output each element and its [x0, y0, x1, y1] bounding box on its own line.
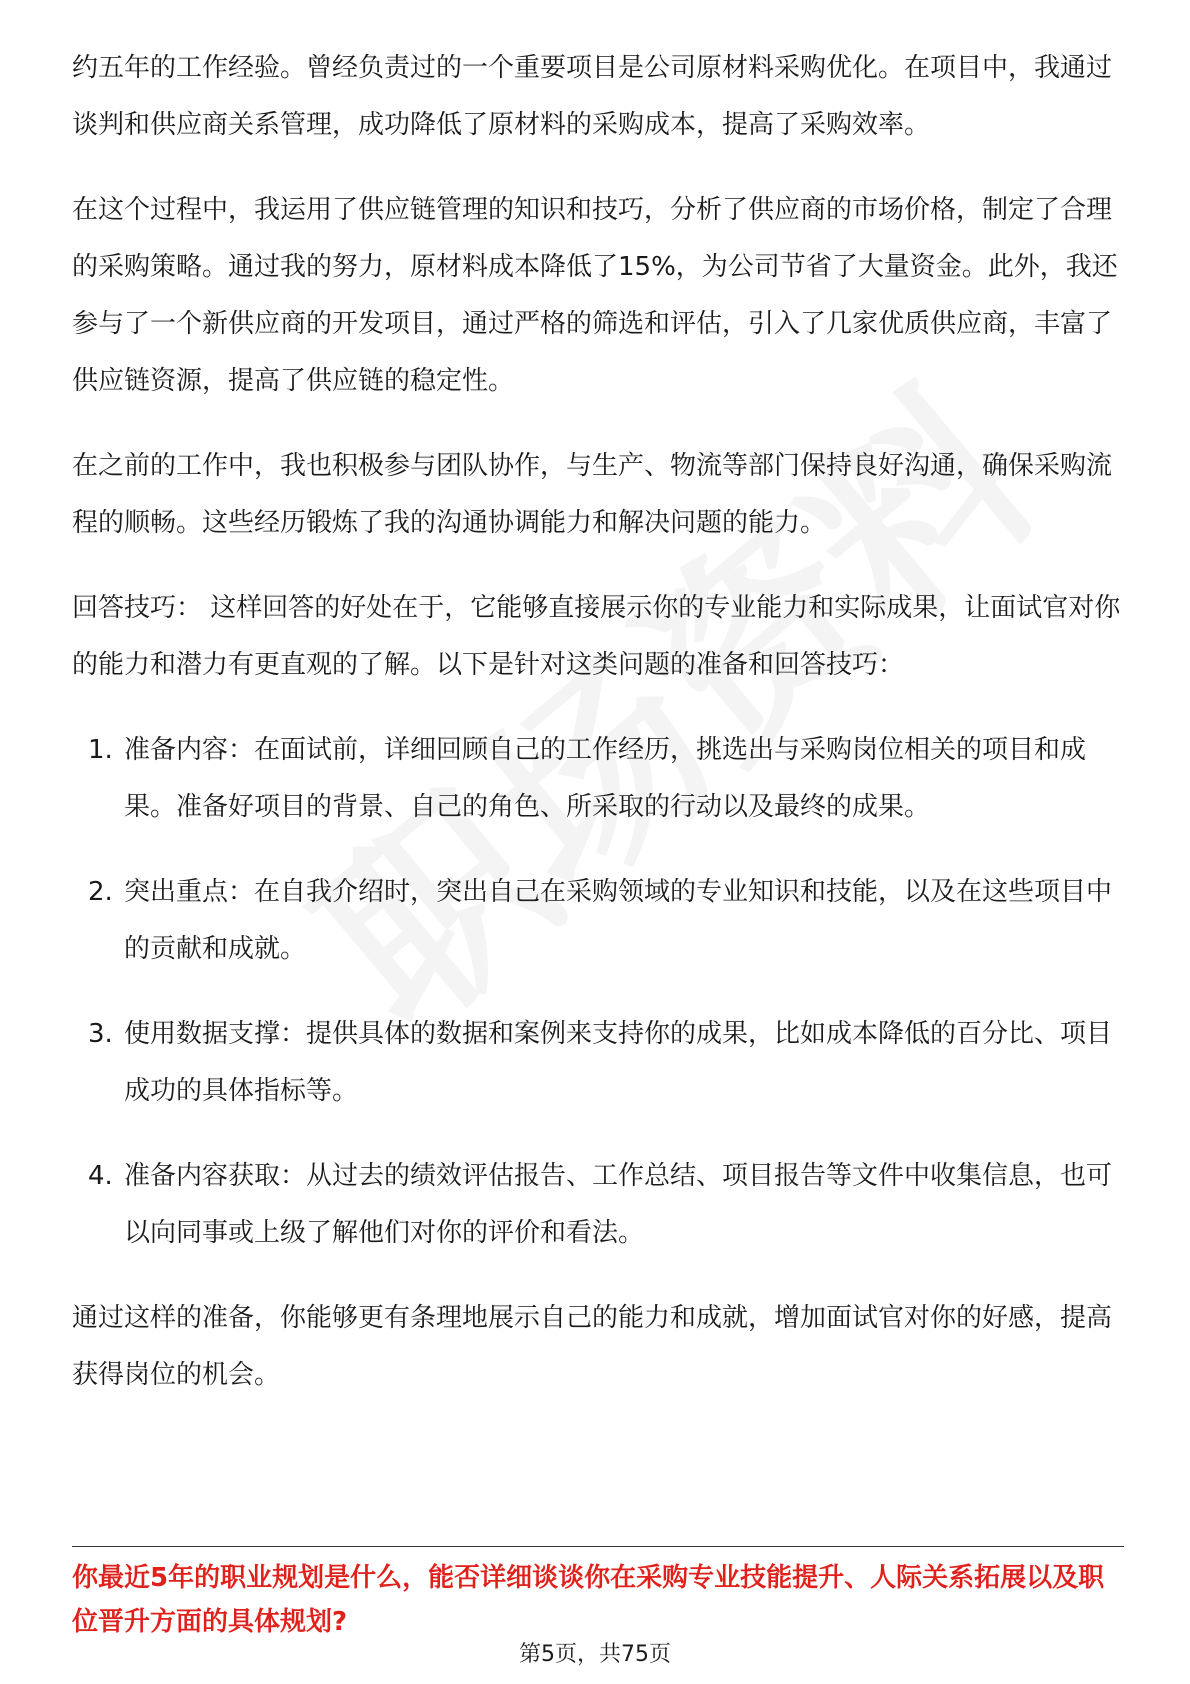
list-item — [72, 1006, 1124, 1120]
next-question-heading: 你最近5年的职业规划是什么，能否详细谈谈你在采购专业技能提升、人际关系拓展以及职位晋升方面的具体规划? — [72, 1563, 1105, 1637]
answer-tips-paragraph: 回答技巧： 这样回答的好处在于，它能够直接展示你的专业能力和实际成果，让面试官对你的能力和潜力有更直观的了解。以下是针对这类问题的准备和回答技巧： — [72, 593, 1121, 680]
section-divider — [72, 1546, 1124, 1547]
paragraph: 在之前的工作中，我也积极参与团队协作，与生产、物流等部门保持良好沟通，确保采购流程的顺畅。这些经历锻炼了我的沟通协调能力和解决问题的能力。 — [72, 451, 1113, 538]
list-item-text: 使用数据支撑：提供具体的数据和案例来支持你的成果，比如成本降低的百分比、项目成功的具体指标等。 — [124, 1019, 1113, 1106]
list-item — [72, 864, 1124, 978]
list-item-number: 4. — [88, 1161, 113, 1191]
list-item-text: 准备内容获取：从过去的绩效评估报告、工作总结、项目报告等文件中收集信息，也可以向同事或上级了解他们对你的评价和看法。 — [124, 1161, 1113, 1248]
paragraph: 约五年的工作经验。曾经负责过的一个重要项目是公司原材料采购优化。在项目中，我通过谈判和供应商关系管理，成功降低了原材料的采购成本，提高了采购效率。 — [72, 53, 1113, 140]
list-item-text: 准备内容：在面试前，详细回顾自己的工作经历，挑选出与采购岗位相关的项目和成果。准备好项目的背景、自己的角色、所采取的行动以及最终的成果。 — [124, 735, 1087, 822]
paragraph: 在这个过程中，我运用了供应链管理的知识和技巧，分析了供应商的市场价格，制定了合理的采购策略。通过我的努力，原材料成本降低了15%，为公司节省了大量资金。此外，我还参与了一个新供应商的开发项目，通过严格的筛选和评估，引入了几家优质供应商，丰富了供应链资源，提高了供应链的稳定性。 — [72, 195, 1118, 396]
list-item — [72, 722, 1124, 836]
list-item-number: 3. — [88, 1019, 113, 1049]
tips-list — [72, 722, 1124, 1262]
closing-paragraph: 通过这样的准备，你能够更有条理地展示自己的能力和成就，增加面试官对你的好感，提高获得岗位的机会。 — [72, 1303, 1113, 1390]
list-item-number: 2. — [88, 877, 113, 907]
list-item-number: 1. — [88, 735, 113, 765]
list-item-text: 突出重点：在自我介绍时，突出自己在采购领域的专业知识和技能，以及在这些项目中的贡献和成就。 — [124, 877, 1113, 964]
document-body — [72, 40, 1124, 1432]
page-number: 第5页，共75页 — [519, 1642, 671, 1667]
list-item — [72, 1148, 1124, 1262]
